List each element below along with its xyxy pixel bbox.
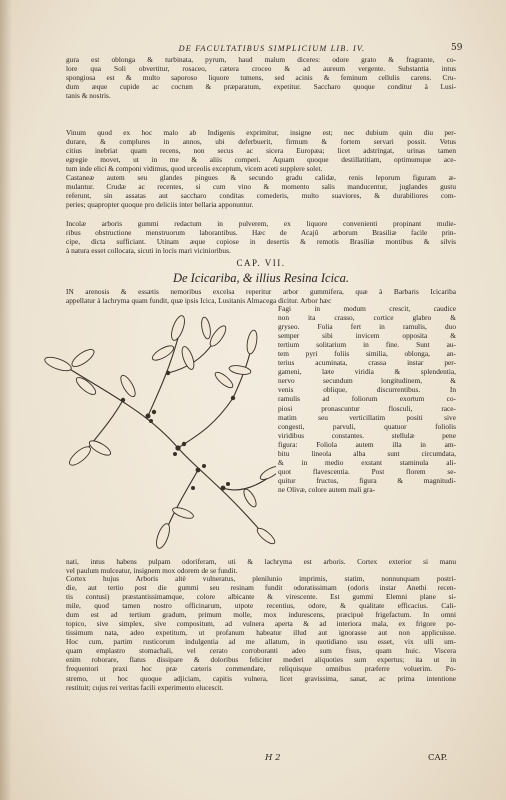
text-line: durare, & complures in annos, ubi deferbuerit, firmum & fortem servari possit. Vetus xyxy=(66,137,456,147)
text-line: Cortex hujus Arboris altè vulneratus, plenilunio imprimis, statim, nonnunquam postri- xyxy=(66,574,456,583)
text-line: spongiosa est & multo saporoso liquore tumens, sed acinis & feminum cellulis carens. Cru- xyxy=(66,73,456,83)
text-line: venis oblique, discurrentibus. In xyxy=(278,385,456,395)
text-line: Fagi in modum crescit, caudice xyxy=(278,304,456,313)
text-line: à natura esset collocata, sicuti in locis mari vicinioribus. xyxy=(66,246,231,256)
text-line: ne Olivæ, colore autem mali gra- xyxy=(278,484,376,494)
text-line: dum æque cupide ac coctum & præparatum, expetitur. Saccharo quoque conditur à Lusi- xyxy=(66,82,456,92)
text-line: gryseo. Folia fert in ramulis, duo xyxy=(278,322,456,332)
text-line: nati, intus habens pulpam odoriferam, uti & lachryma est arboris. Cortex exterior si manu xyxy=(66,557,456,566)
text-line: lore qua Soli obvertitur, rosaceo, cætera croceo & ad aureum vergente. Substantia intus xyxy=(66,64,456,74)
text-line: Incolæ arboris gummi redactum in pulverem, ex liquore convenienti propinant mulie- xyxy=(66,219,456,228)
text-line: die, aut tertio post die gummi seu resinam fundit odoratissimam (odoris instar Anethi recen- xyxy=(66,583,456,593)
text-line: tis contusi) præstantissimamque, colore albicante & virescente. Est gummi Elemni plane si- xyxy=(66,592,456,602)
text-line: enim roborare, flatus dissipare & doloribus feliciter mederi aliquoties sum expertus; ita ut in xyxy=(66,655,456,665)
text-line: appellatur à lachryma quam fundit, quæ ipsis Icica, Lusitanis Almacega dicitur. Arbor hæc xyxy=(66,296,332,306)
plant-branch-illustration-icon xyxy=(28,298,276,556)
running-header: DE FACULTATIBUS SIMPLICIUM LIB. IV. xyxy=(178,44,366,53)
text-line: topico, sive simplex, sive compositum, ad vulnera aperta & ad interiora mala, ex frigore po- xyxy=(66,619,456,629)
paragraph-gum-use xyxy=(66,219,456,255)
text-line: frequentori praxi hoc præ cæteris commendare, reliquisque omnibus præferre voluerim. Po- xyxy=(66,664,456,674)
text-line: referunt, sin assatas aut saccharo conditas comederis, multo suaviores, & durabiliores com- xyxy=(66,191,456,201)
text-line: egregie movet, ut in me & aliis comperi. Aquam quoque destillatitiam, optimumque ace- xyxy=(66,155,456,165)
text-line: stremo, ut hoc quoque adjiciam, capitis vulnera, licet gravissima, sanat, ac prima intentione xyxy=(66,673,456,683)
text-line: dum est ad tertium gradum, primum molle, mox indurescens, præcipuè frigefactum. In omni xyxy=(66,610,456,620)
text-line: congesti, parvuli, quatuor foliolis xyxy=(278,421,456,431)
text-line: tum inde elici & componi vidimus, quod urceolis exceptum, vicem aceti supplere solet. xyxy=(66,164,323,174)
text-line: gameni, læte viridia & splendentia, xyxy=(278,367,456,377)
paragraph-tree-description xyxy=(278,304,456,494)
text-line: quitur fructus, figura & magnitudi- xyxy=(278,475,456,485)
text-line: piosi pronascuntur flosculi, race- xyxy=(278,403,456,413)
text-line: matim seu verticillatim positi sive xyxy=(278,412,456,422)
page-number: 59 xyxy=(451,43,463,53)
text-line: Hoc cum, partim rusticorum indulgentia ad me allatum, in quotidiano usu esset, vix ulli um- xyxy=(66,637,456,647)
paragraph-fruit-description xyxy=(66,55,456,100)
text-line: tertium solitarium in fine. Sunt au- xyxy=(278,340,456,350)
paragraph-chestnuts xyxy=(66,173,456,209)
signature-mark: H 2 xyxy=(265,753,281,763)
text-line: tem pyri foliis similia, oblonga, an- xyxy=(278,349,456,359)
text-line: peries; quapropter quoque pro deliciis inter bellaria apponuntur. xyxy=(66,200,254,210)
text-line: Castaneæ autem seu glandes pingues & secundo gradu calidæ, renis leporum figuram æ- xyxy=(66,173,456,182)
text-line: bitu lineola alba sunt circumdata, xyxy=(278,448,456,458)
text-line: tanis & nostris. xyxy=(66,91,111,101)
catchword: CAP. xyxy=(428,753,448,763)
text-line: tissimum nata, adeo expetitum, ut profanum habeatur illud aut ignorasse aut non applicuisse. xyxy=(66,628,456,638)
text-line: cipe, dicta sufficiant. Utinam æque copiose in desertis & remotis Brasiliæ montibus & silvis xyxy=(66,237,456,247)
text-line: quot flavescentia. Post florem se- xyxy=(278,466,456,476)
paragraph-wine xyxy=(66,128,456,173)
text-line: ribus obstructione menstruorum laborantibus. Hæc de Acajû arborum Brasiliæ facile prin- xyxy=(66,228,456,238)
text-line: & in medio exstant staminula ali- xyxy=(278,457,456,467)
paragraph-resin-uses xyxy=(66,574,456,692)
text-line: quam emplastro stomachali, vel cerato corroboranti adeo sum fisus, quam huic. Viscera xyxy=(66,646,456,656)
text-line: citius inebriat quam recens, non secus ac sicera Europæa; licet adstringat, urinas tamen xyxy=(66,146,456,156)
text-line: nervo secundum longitudinem, & xyxy=(278,376,456,386)
chapter-label: CAP. VII. xyxy=(236,258,286,268)
text-line: mulantur. Crudæ ac recentes, si cum vino & momento salis manducentur, juglandes gustu xyxy=(66,182,456,192)
text-line: viridibus constantes. stellulæ pene xyxy=(278,430,456,440)
text-line: semper sibi invicem opposita & xyxy=(278,331,456,341)
text-line: vel paulum mulceatur, insignem mox odorem de se fundit. xyxy=(66,566,238,576)
page-gutter-shadow xyxy=(0,0,12,800)
text-line: ramulis ad foliorum exortum co- xyxy=(278,394,456,404)
text-line: figura: Foliola autem illa in am- xyxy=(278,439,456,449)
text-line: IN arenosis & essætis nemoribus excelsa reperitur arbor gummifera, quæ à Barbaris Icicariba xyxy=(66,287,456,296)
text-line: terius acuminata, crassa instar per- xyxy=(278,358,456,368)
text-line: non ita crasso, cortice glabro & xyxy=(278,313,456,323)
section-title: De Icicariba, & illius Resina Icica. xyxy=(172,271,349,285)
text-line: gura est oblonga & turbinata, pyrum, haud malum diceres: odore grato & fragrante, co- xyxy=(66,55,456,64)
paragraph-fruit-bark xyxy=(66,557,456,575)
text-line: mile, quod tamen nostro officinarum, utpote recentius, odore, & qualitate efficacius. Cali- xyxy=(66,601,456,611)
text-line: Vinum quod ex hoc malo ab Indigenis exprimitur, insigne est; nec dubium quin diu per- xyxy=(66,128,456,137)
text-line: restituit; cujus rei veritas facili experimento elucescit. xyxy=(66,682,224,692)
